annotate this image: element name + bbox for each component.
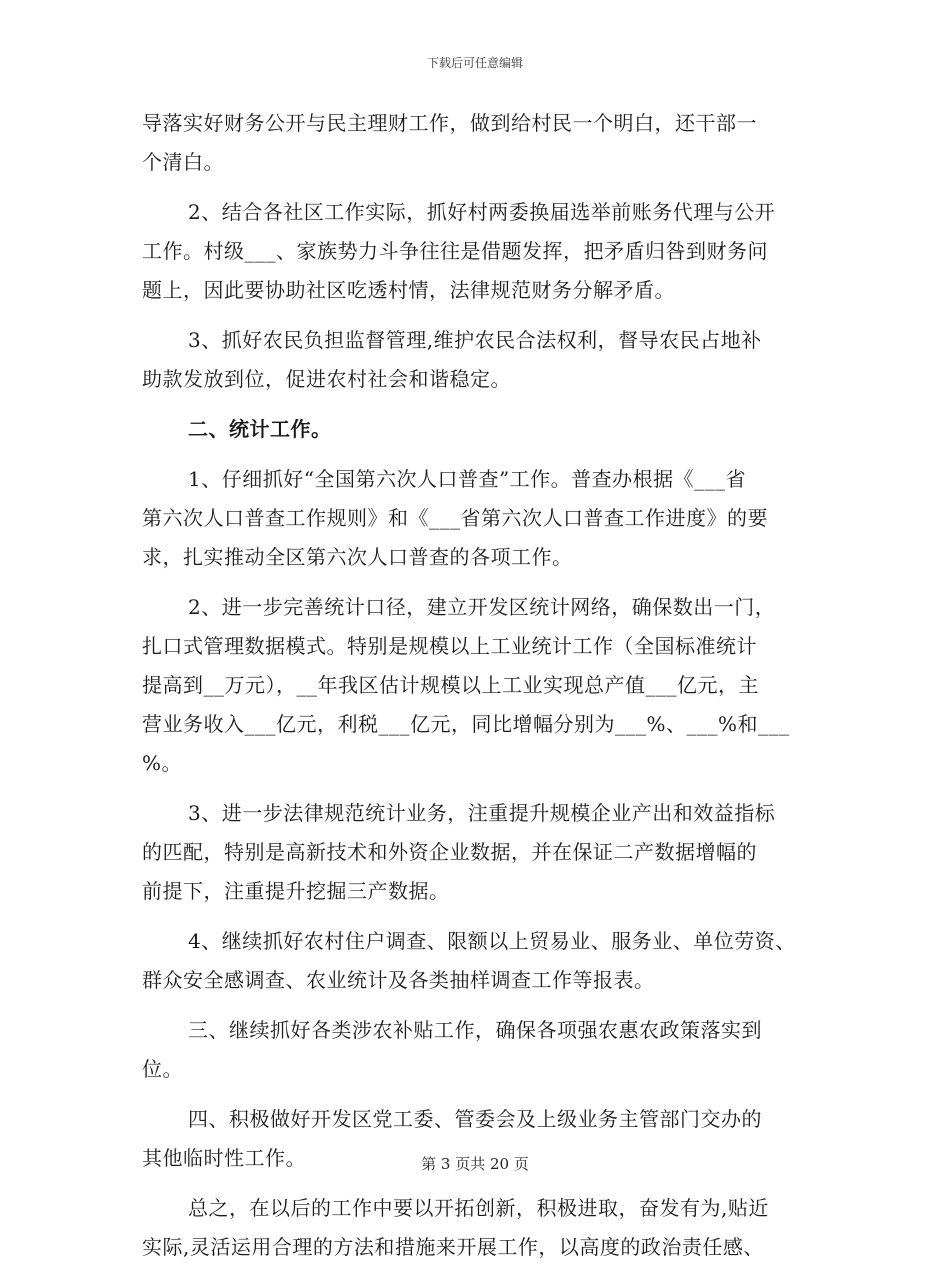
- paragraph-line: 扎口式管理数据模式。特别是规模以上工业统计工作（全国标准统计: [142, 634, 757, 658]
- paragraph-line: 其他临时性工作。: [142, 1146, 306, 1170]
- paragraph-line: 3、进一步法律规范统计业务，注重提升规模企业产出和效益指标: [188, 801, 776, 825]
- paragraph-line: 求，扎实推动全区第六次人口普查的各项工作。: [142, 545, 573, 569]
- paragraph-line: 2、结合各社区工作实际，抓好村两委换届选举前账务代理与公开: [188, 200, 776, 224]
- paragraph-line: 四、积极做好开发区党工委、管委会及上级业务主管部门交办的: [188, 1107, 762, 1131]
- paragraph-line: 的匹配，特别是高新技术和外资企业数据，并在保证二产数据增幅的: [142, 840, 757, 864]
- paragraph-line: 群众安全感调查、农业统计及各类抽样调查工作等报表。: [142, 968, 655, 992]
- paragraph-line: 导落实好财务公开与民主理财工作，做到给村民一个明白，还干部一: [142, 111, 757, 135]
- section-heading: 二、统计工作。: [188, 417, 332, 441]
- paragraph-line: 3、抓好农民负担监督管理,维护农民合法权利，督导农民占地补: [188, 328, 762, 352]
- paragraph-line: 提高到__万元），__年我区估计规模以上工业实现总产值___亿元，主: [142, 673, 759, 697]
- paragraph-line: 4、继续抓好农村住户调查、限额以上贸易业、服务业、单位劳资、: [188, 929, 796, 953]
- paragraph-line: 1、仔细抓好“全国第六次人口普查”工作。普查办根据《___省: [188, 467, 747, 491]
- paragraph-line: 2、进一步完善统计口径，建立开发区统计网络，确保数出一门，: [188, 595, 776, 619]
- paragraph-line: 前提下，注重提升挖掘三产数据。: [142, 879, 450, 903]
- paragraph-line: 实际,灵活运用合理的方法和措施来开展工作，以高度的政治责任感、: [142, 1235, 764, 1259]
- document-body: [142, 104, 812, 1267]
- paragraph-line: 三、继续抓好各类涉农补贴工作，确保各项强农惠农政策落实到: [188, 1018, 762, 1042]
- paragraph-line: 题上，因此要协助社区吃透村情，法律规范财务分解矛盾。: [142, 278, 675, 302]
- paragraph-line: %。: [142, 751, 183, 775]
- paragraph-line: 个清白。: [142, 150, 224, 174]
- paragraph-line: 营业务收入___亿元，利税___亿元，同比增幅分别为___%、___%和___: [142, 712, 790, 736]
- page-header: 下载后可任意编辑: [426, 56, 523, 70]
- paragraph-line: 工作。村级___、家族势力斗争往往是借题发挥，把矛盾归咎到财务问: [142, 239, 768, 263]
- paragraph-line: 第六次人口普查工作规则》和《___省第六次人口普查工作进度》的要: [142, 506, 768, 530]
- page-footer: 第 3 页共 20 页: [421, 1155, 529, 1173]
- paragraph-line: 总之，在以后的工作中要以开拓创新，积极进取，奋发有为,贴近: [188, 1196, 769, 1220]
- paragraph-line: 助款发放到位，促进农村社会和谐稳定。: [142, 367, 511, 391]
- paragraph-line: 位。: [142, 1057, 183, 1081]
